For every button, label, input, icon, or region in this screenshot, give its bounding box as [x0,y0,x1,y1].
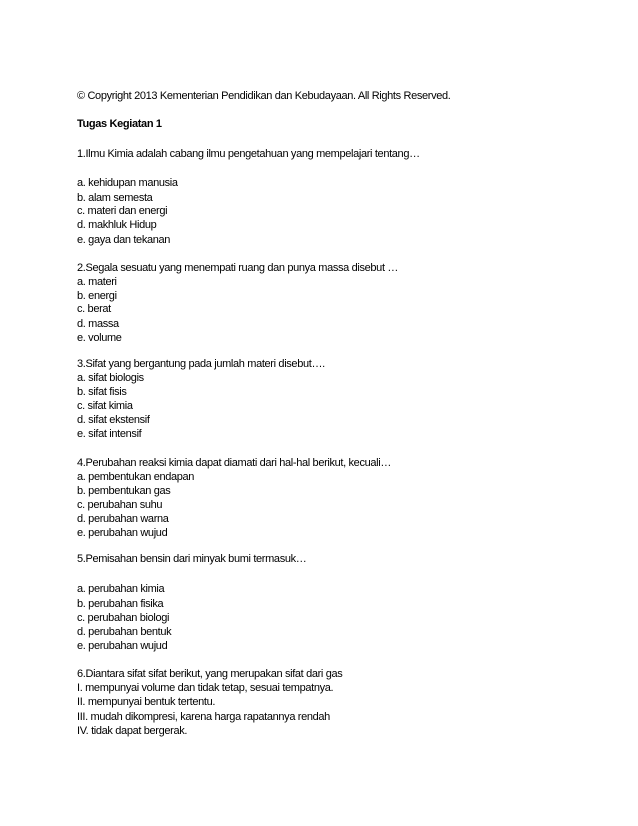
question-2-text: 2.Segala sesuatu yang menempati ruang dan punya massa disebut … [77,262,399,274]
question-5-option-b: b. perubahan fisika [77,598,164,610]
task-title: Tugas Kegiatan 1 [77,118,162,130]
question-1-option-a: a. kehidupan manusia [77,177,178,189]
question-2-option-e: e. volume [77,332,122,344]
question-3-text: 3.Sifat yang bergantung pada jumlah materi disebut…. [77,358,325,370]
question-4-option-c: c. perubahan suhu [77,499,163,511]
question-5-option-e: e. perubahan wujud [77,640,168,652]
question-3-option-a: a. sifat biologis [77,372,144,384]
question-4-option-a: a. pembentukan endapan [77,471,195,483]
question-1-option-e: e. gaya dan tekanan [77,234,171,246]
question-2-option-a: a. materi [77,276,117,288]
question-1-text: 1.Ilmu Kimia adalah cabang ilmu pengetahuan yang mempelajari tentang… [77,148,420,160]
question-2-option-c: c. berat [77,303,111,315]
question-2-option-b: b. energi [77,290,117,302]
question-4-text: 4.Perubahan reaksi kimia dapat diamati dari hal-hal berikut, kecuali… [77,457,391,469]
question-2-option-d: d. massa [77,318,119,330]
question-5-text: 5.Pemisahan bensin dari minyak bumi termasuk… [77,553,307,565]
question-6-statement-1: I. mempunyai volume dan tidak tetap, sesuai tempatnya. [77,682,334,694]
question-6-text: 6.Diantara sifat sifat berikut, yang merupakan sifat dari gas [77,668,343,680]
question-6-statement-3: III. mudah dikompresi, karena harga rapatannya rendah [77,711,330,723]
question-3-option-d: d. sifat ekstensif [77,414,150,426]
question-5-option-d: d. perubahan bentuk [77,626,172,638]
question-6-statement-2: II. mempunyai bentuk tertentu. [77,696,216,708]
question-1-option-b: b. alam semesta [77,192,153,204]
copyright-notice: © Copyright 2013 Kementerian Pendidikan dan Kebudayaan. All Rights Reserved. [77,90,451,102]
question-3-option-b: b. sifat fisis [77,386,127,398]
question-1-option-c: c. materi dan energi [77,205,168,217]
question-5-option-a: a. perubahan kimia [77,583,165,595]
question-1-option-d: d. makhluk Hidup [77,219,157,231]
question-5-option-c: c. perubahan biologi [77,612,170,624]
question-4-option-b: b. pembentukan gas [77,485,171,497]
question-6-statement-4: IV. tidak dapat bergerak. [77,725,188,737]
question-4-option-e: e. perubahan wujud [77,527,168,539]
question-4-option-d: d. perubahan warna [77,513,169,525]
question-3-option-e: e. sifat intensif [77,428,142,440]
document-page [77,0,617,826]
question-3-option-c: c. sifat kimia [77,400,133,412]
